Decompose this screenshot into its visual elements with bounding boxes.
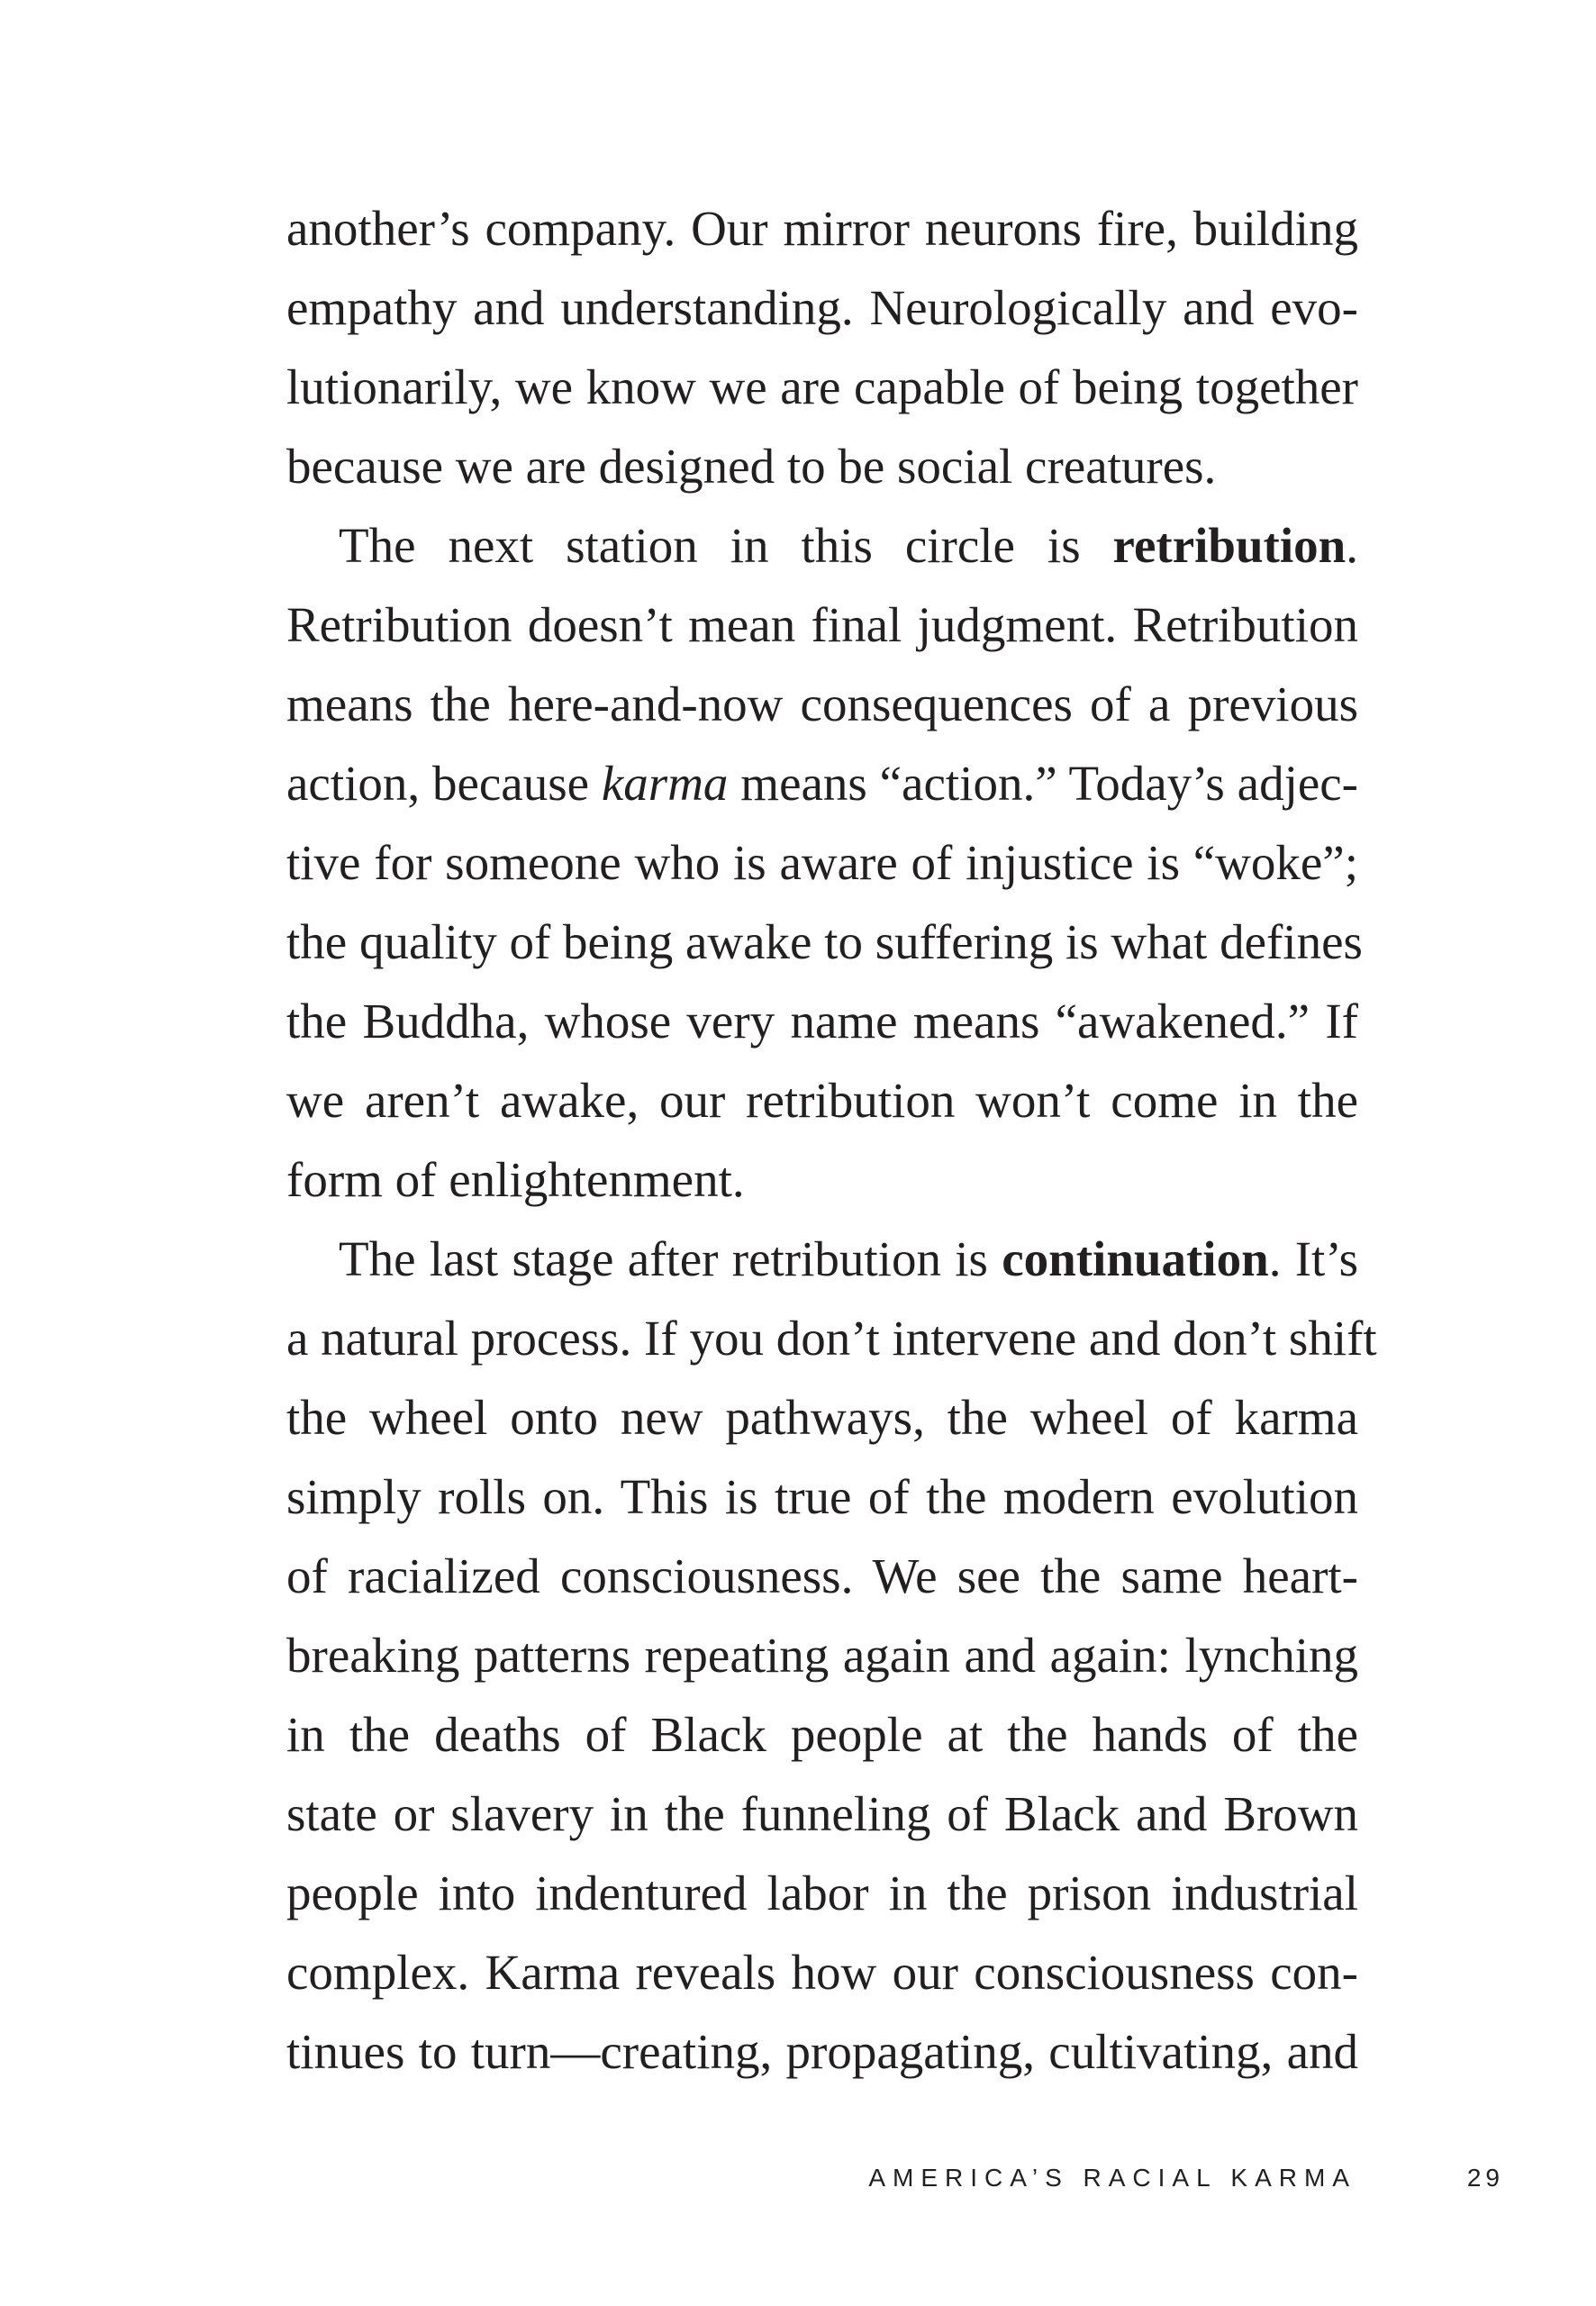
italic-term-karma: karma: [601, 756, 729, 811]
bold-term-retribution: retribution: [1112, 518, 1347, 573]
text-line: Retribution doesn’t mean final judgment. Retribution: [286, 597, 1358, 652]
text-run: The next station in this circle is: [339, 518, 1113, 573]
text-line: we aren’t awake, our retribution won’t come in the: [286, 1073, 1358, 1128]
text-line: tinues to turn—creating, propagating, cultivating, and: [286, 2024, 1358, 2079]
text-line: people into indentured labor in the prison industrial: [286, 1866, 1358, 1920]
text-line: the Buddha, whose very name means “awakened.” If: [286, 994, 1358, 1049]
text-run: The last stage after retribution is: [339, 1231, 1002, 1286]
text-run: .: [1346, 518, 1358, 573]
text-line: means the here-and-now consequences of a previous: [286, 676, 1358, 731]
text-run: action, because: [286, 756, 602, 811]
text-line: [286, 1220, 1358, 1299]
text-line: [286, 744, 1358, 823]
running-head: AMERICA’S RACIAL KARMA: [868, 2164, 1356, 2192]
body-text: [286, 189, 1377, 2092]
text-line: complex. Karma reveals how our consciousness con-: [286, 1945, 1358, 2000]
text-line: [286, 506, 1358, 586]
text-line: a natural process. If you don’t intervene and don’t shift: [286, 1311, 1377, 1366]
text-line: form of enlightenment.: [286, 1152, 745, 1207]
text-line: tive for someone who is aware of injustice is “woke”;: [286, 835, 1358, 890]
text-line: because we are designed to be social creatures.: [286, 439, 1217, 494]
text-run: . It’s: [1268, 1231, 1359, 1286]
page-number: 29: [1466, 2164, 1504, 2192]
text-line: another’s company. Our mirror neurons fire, building: [286, 201, 1358, 256]
text-run: means “action.” Today’s adjec-: [728, 756, 1358, 811]
text-line: in the deaths of Black people at the hands of the: [286, 1707, 1358, 1762]
text-line: the quality of being awake to suffering is what defines: [286, 914, 1363, 969]
text-line: of racialized consciousness. We see the same heart-: [286, 1548, 1358, 1603]
text-line: simply rolls on. This is true of the modern evolution: [286, 1469, 1358, 1524]
text-line: empathy and understanding. Neurologically and evo-: [286, 280, 1358, 335]
bold-term-continuation: continuation: [1002, 1231, 1269, 1286]
text-line: the wheel onto new pathways, the wheel of karma: [286, 1390, 1358, 1445]
text-line: lutionarily, we know we are capable of being together: [286, 359, 1358, 414]
text-line: state or slavery in the funneling of Black and Brown: [286, 1786, 1358, 1841]
text-line: breaking patterns repeating again and again: lynching: [286, 1628, 1358, 1683]
